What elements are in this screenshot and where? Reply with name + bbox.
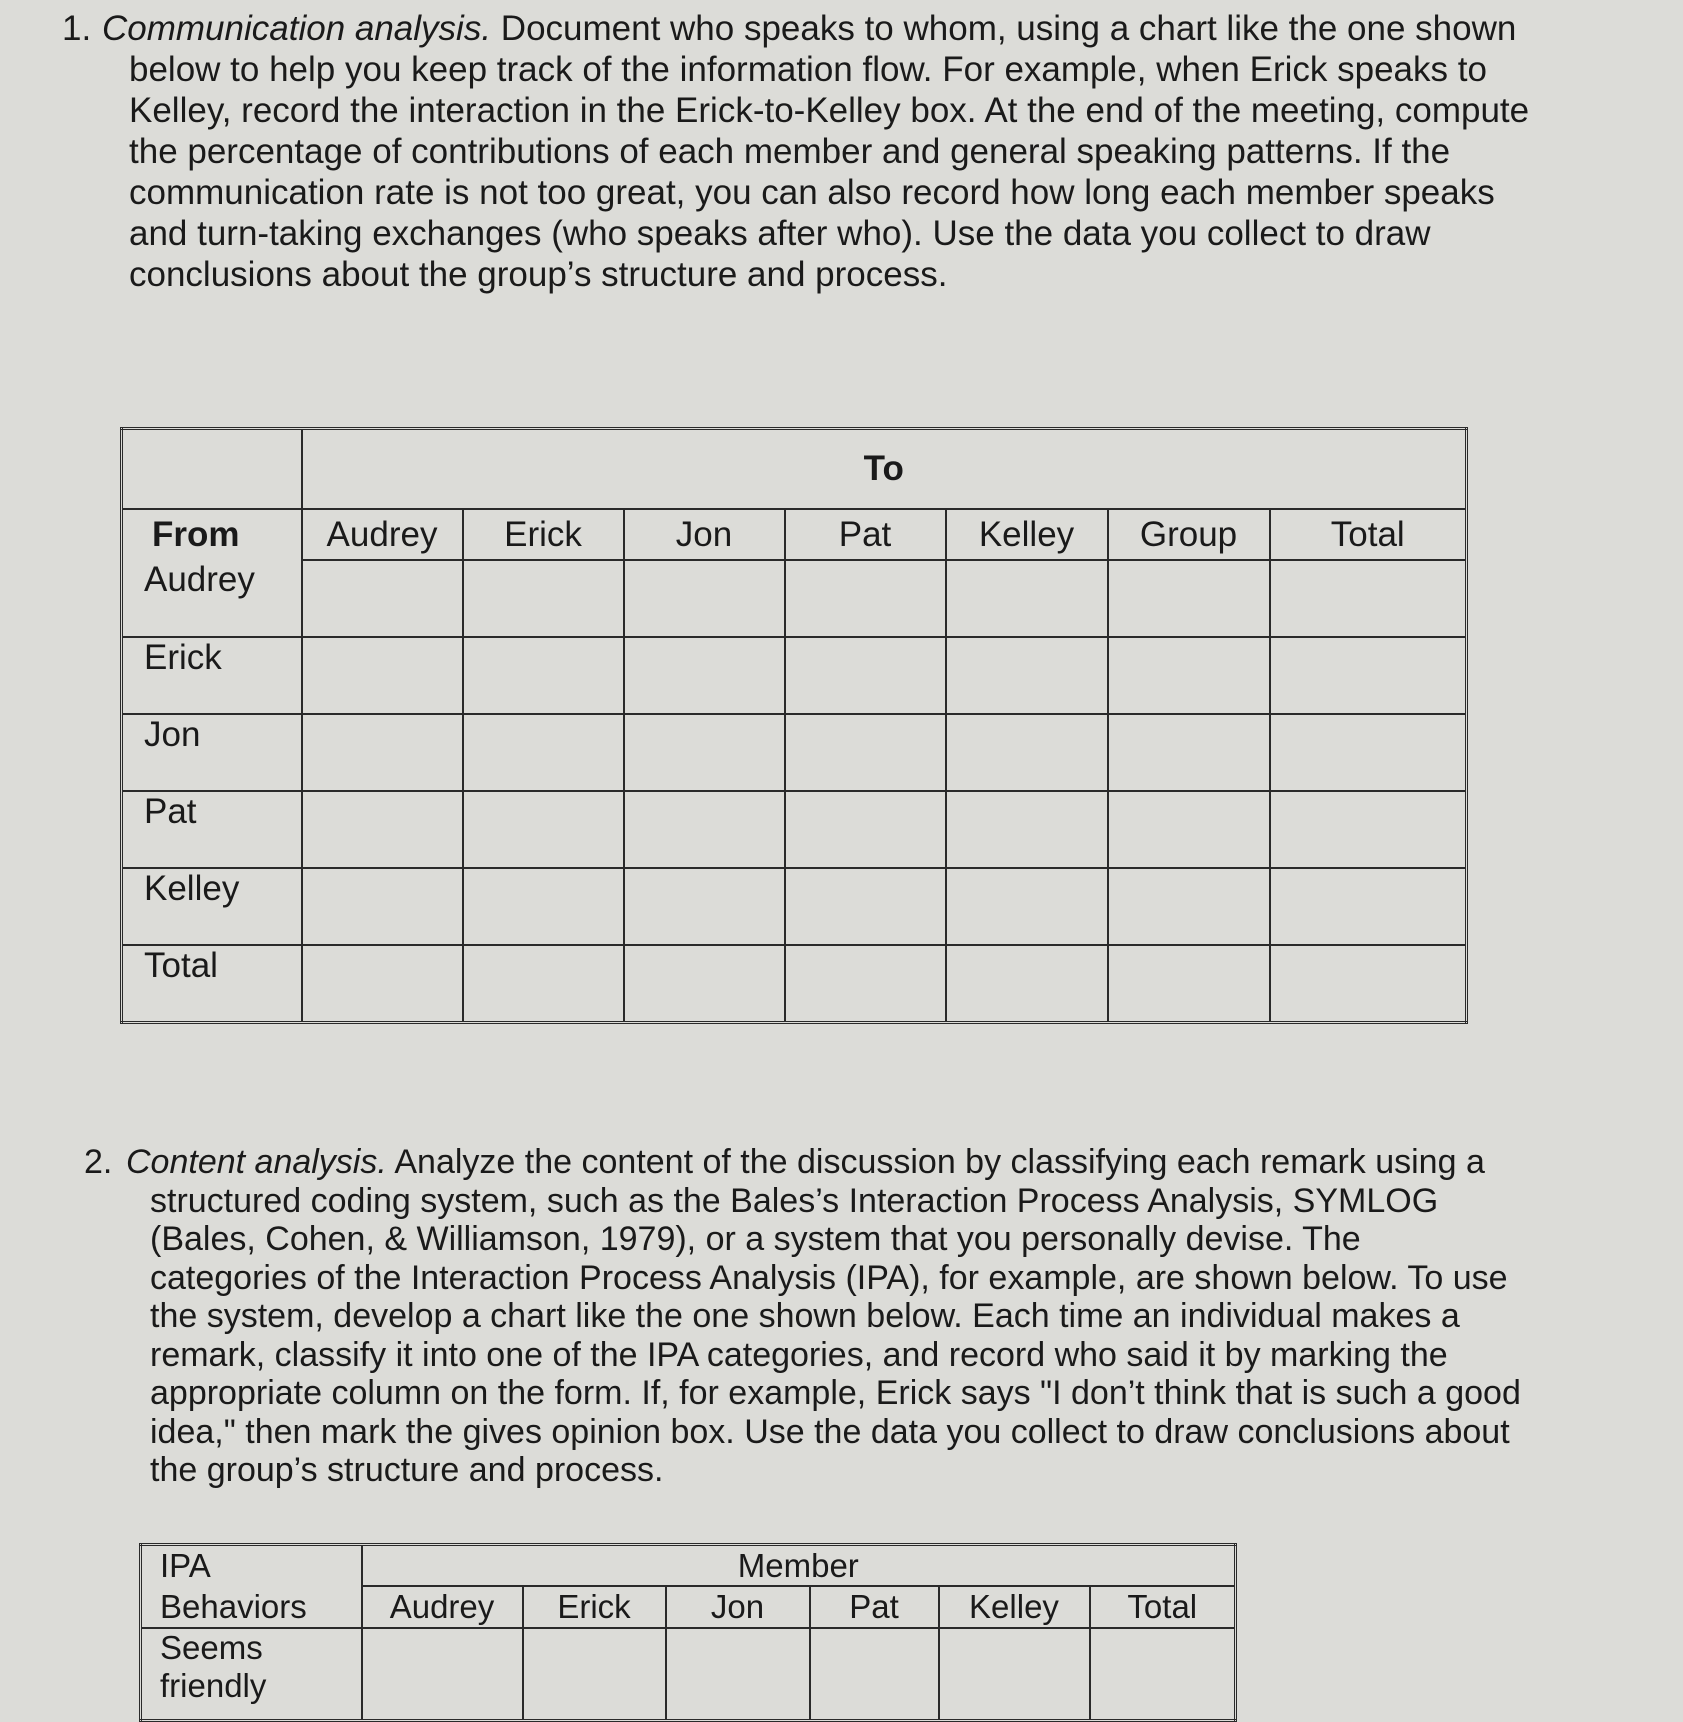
tally-cell[interactable] (463, 637, 624, 714)
row-label-line: Seems (160, 1629, 263, 1666)
tally-cell[interactable] (946, 714, 1108, 791)
tally-cell[interactable] (1270, 791, 1467, 868)
paragraph-line: the group’s structure and process. (150, 1451, 664, 1489)
tally-cell[interactable] (624, 791, 785, 868)
tally-cell[interactable] (463, 791, 624, 868)
paragraph-text: Analyze the content of the discussion by classifying each remark using a (386, 1143, 1485, 1181)
tally-cell[interactable] (302, 637, 463, 714)
paragraph-line: (Bales, Cohen, & Williamson, 1979), or a system that you personally devise. The (150, 1220, 1361, 1258)
table-row (122, 714, 1467, 791)
section-title: Communication analysis. (102, 9, 492, 48)
tally-cell[interactable] (946, 791, 1108, 868)
tally-cell[interactable] (463, 714, 624, 791)
tally-cell[interactable] (785, 637, 946, 714)
paragraph-line: appropriate column on the form. If, for example, Erick says "I don’t think that is such a good (150, 1374, 1521, 1412)
tally-cell[interactable] (785, 791, 946, 868)
tally-cell[interactable] (666, 1628, 810, 1721)
row-label: Pat (122, 791, 302, 868)
communication-analysis-paragraph (62, 8, 1529, 295)
column-header: Jon (666, 1586, 810, 1628)
paragraph-first-line (62, 8, 1529, 49)
column-header: Pat (785, 509, 946, 560)
column-header: Kelley (946, 509, 1108, 560)
table-row (122, 560, 1467, 637)
content-analysis-paragraph (84, 1143, 1521, 1490)
paragraph-line: Kelley, record the interaction in the Erick-to-Kelley box. At the end of the meeting, compute (129, 91, 1530, 130)
row-label (141, 1628, 362, 1721)
ipa-table (139, 1543, 1237, 1722)
tally-cell[interactable] (785, 560, 946, 637)
table-row (122, 868, 1467, 945)
column-header: Total (1270, 509, 1467, 560)
tally-cell[interactable] (1270, 714, 1467, 791)
paragraph-line: structured coding system, such as the Bales’s Interaction Process Analysis, SYMLOG (150, 1181, 1439, 1220)
column-header: Audrey (302, 509, 463, 560)
column-header: Pat (810, 1586, 939, 1628)
tally-cell[interactable] (939, 1628, 1090, 1721)
member-header: Member (362, 1545, 1236, 1587)
tally-cell[interactable] (1108, 714, 1270, 791)
tally-cell[interactable] (302, 560, 463, 637)
tally-cell[interactable] (1108, 868, 1270, 945)
paragraph-line: below to help you keep track of the information flow. For example, when Erick speaks to (129, 50, 1487, 89)
tally-cell[interactable] (302, 791, 463, 868)
row-label: Audrey (122, 560, 302, 637)
column-header: Audrey (362, 1586, 523, 1628)
tally-cell[interactable] (1108, 791, 1270, 868)
column-header: Erick (523, 1586, 666, 1628)
tally-cell[interactable] (523, 1628, 666, 1721)
to-header: To (302, 429, 1467, 510)
from-header: From (122, 509, 302, 560)
tally-cell[interactable] (1108, 560, 1270, 637)
tally-cell[interactable] (624, 560, 785, 637)
tally-cell[interactable] (785, 868, 946, 945)
paragraph-text: Document who speaks to whom, using a chart like the one shown (491, 9, 1517, 48)
tally-cell[interactable] (946, 560, 1108, 637)
paragraph-first-line (84, 1143, 1521, 1182)
tally-cell[interactable] (1090, 1628, 1236, 1721)
table-row (122, 637, 1467, 714)
row-label: Jon (122, 714, 302, 791)
tally-cell[interactable] (1108, 637, 1270, 714)
table-row (122, 791, 1467, 868)
row-label: Erick (122, 637, 302, 714)
tally-cell[interactable] (624, 868, 785, 945)
paragraph-line: the system, develop a chart like the one shown below. Each time an individual makes a (150, 1297, 1460, 1335)
section-title: Content analysis. (126, 1143, 387, 1181)
tally-cell[interactable] (785, 945, 946, 1023)
table-row (122, 945, 1467, 1023)
row-label: Kelley (122, 868, 302, 945)
row-label: Total (122, 945, 302, 1023)
tally-cell[interactable] (302, 945, 463, 1023)
item-number: 2. (84, 1143, 113, 1181)
tally-cell[interactable] (463, 560, 624, 637)
paragraph-line: communication rate is not too great, you can also record how long each member speaks (129, 173, 1495, 212)
paragraph-line: and turn-taking exchanges (who speaks after who). Use the data you collect to draw (129, 214, 1431, 253)
paragraph-line: idea," then mark the gives opinion box. Use the data you collect to draw conclusions about (150, 1412, 1510, 1451)
tally-cell[interactable] (302, 714, 463, 791)
column-header: Group (1108, 509, 1270, 560)
behaviors-header: Behaviors (141, 1586, 362, 1628)
paragraph-line: remark, classify it into one of the IPA categories, and record who said it by marking the (150, 1335, 1448, 1374)
tally-cell[interactable] (1108, 945, 1270, 1023)
communication-table (120, 427, 1468, 1024)
paragraph-line: categories of the Interaction Process Analysis (IPA), for example, are shown below. To use (150, 1258, 1508, 1297)
column-header: Erick (463, 509, 624, 560)
ipa-header: IPA (141, 1545, 362, 1587)
tally-cell[interactable] (624, 714, 785, 791)
tally-cell[interactable] (362, 1628, 523, 1721)
tally-cell[interactable] (463, 868, 624, 945)
tally-cell[interactable] (1270, 560, 1467, 637)
tally-cell[interactable] (302, 868, 463, 945)
table-row (141, 1628, 1236, 1721)
tally-cell[interactable] (1270, 945, 1467, 1023)
tally-cell[interactable] (1270, 637, 1467, 714)
tally-cell[interactable] (946, 945, 1108, 1023)
tally-cell[interactable] (946, 637, 1108, 714)
tally-cell[interactable] (785, 714, 946, 791)
paragraph-line: conclusions about the group’s structure and process. (129, 255, 948, 294)
tally-cell[interactable] (810, 1628, 939, 1721)
tally-cell[interactable] (624, 637, 785, 714)
paragraph-line: the percentage of contributions of each member and general speaking patterns. If the (129, 132, 1451, 171)
column-header: Total (1090, 1586, 1236, 1628)
tally-cell[interactable] (463, 945, 624, 1023)
tally-cell[interactable] (1270, 868, 1467, 945)
column-header: Kelley (939, 1586, 1090, 1628)
column-header: Jon (624, 509, 785, 560)
tally-cell[interactable] (946, 868, 1108, 945)
item-number: 1. (62, 9, 92, 48)
corner-cell (122, 429, 302, 510)
tally-cell[interactable] (624, 945, 785, 1023)
row-label-line: friendly (160, 1667, 267, 1704)
